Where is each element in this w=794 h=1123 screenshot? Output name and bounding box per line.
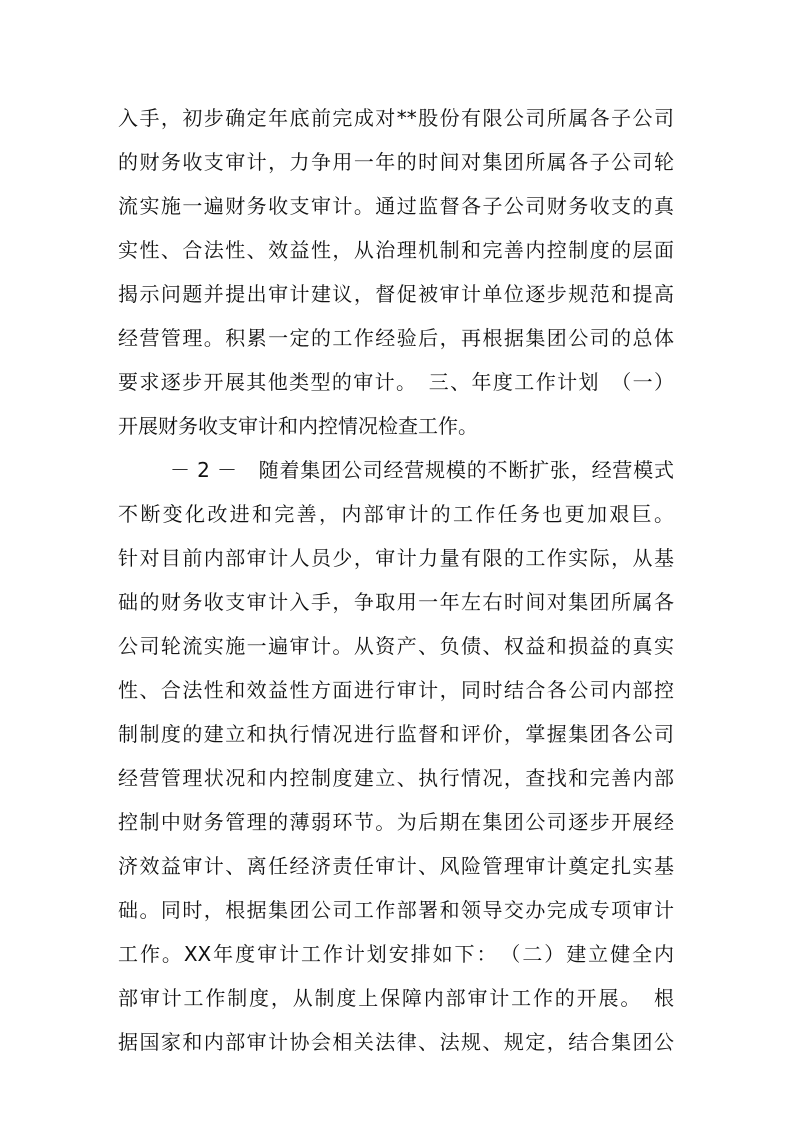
text-line-with-page-number: － 2 － 随着集团公司经营规模的不断扩张，经营模式 (170, 458, 674, 482)
text-line: 控制中财务管理的薄弱环节。为后期在集团公司逐步开展经 (118, 810, 674, 834)
text-line: 经营管理。积累一定的工作经验后，再根据集团公司的总体 (118, 326, 674, 350)
text-line: 针对目前内部审计人员少，审计力量有限的工作实际，从基 (118, 546, 674, 570)
text-line: 实性、合法性、效益性，从治理机制和完善内控制度的层面 (118, 238, 674, 262)
text-line: 工作。XX年度审计工作计划安排如下： （二）建立健全内 (118, 942, 674, 966)
text-line: 制制度的建立和执行情况进行监督和评价，掌握集团各公司 (118, 722, 674, 746)
text-line: 础的财务收支审计入手，争取用一年左右时间对集团所属各 (118, 590, 674, 614)
text-line: 开展财务收支审计和内控情况检查工作。 (118, 414, 478, 438)
text-line: 部审计工作制度，从制度上保障内部审计工作的开展。 根 (118, 986, 674, 1010)
text-line: 据国家和内部审计协会相关法律、法规、规定，结合集团公 (118, 1030, 674, 1054)
body-text (118, 96, 674, 1064)
text-line: 不断变化改进和完善，内部审计的工作任务也更加艰巨。 (118, 502, 674, 526)
text-line: 流实施一遍财务收支审计。通过监督各子公司财务收支的真 (118, 194, 674, 218)
text-line: 要求逐步开展其他类型的审计。 三、年度工作计划 （一） (118, 370, 674, 394)
text-line: 揭示问题并提出审计建议，督促被审计单位逐步规范和提高 (118, 282, 674, 306)
text-line: 济效益审计、离任经济责任审计、风险管理审计奠定扎实基 (118, 854, 674, 878)
text-line: 性、合法性和效益性方面进行审计，同时结合各公司内部控 (118, 678, 674, 702)
text-line: 入手，初步确定年底前完成对**股份有限公司所属各子公司 (118, 106, 674, 130)
text-line: 公司轮流实施一遍审计。从资产、负债、权益和损益的真实 (118, 634, 674, 658)
text-line: 础。同时，根据集团公司工作部署和领导交办完成专项审计 (118, 898, 674, 922)
text-line: 的财务收支审计，力争用一年的时间对集团所属各子公司轮 (118, 150, 674, 174)
text-line: 经营管理状况和内控制度建立、执行情况，查找和完善内部 (118, 766, 674, 790)
